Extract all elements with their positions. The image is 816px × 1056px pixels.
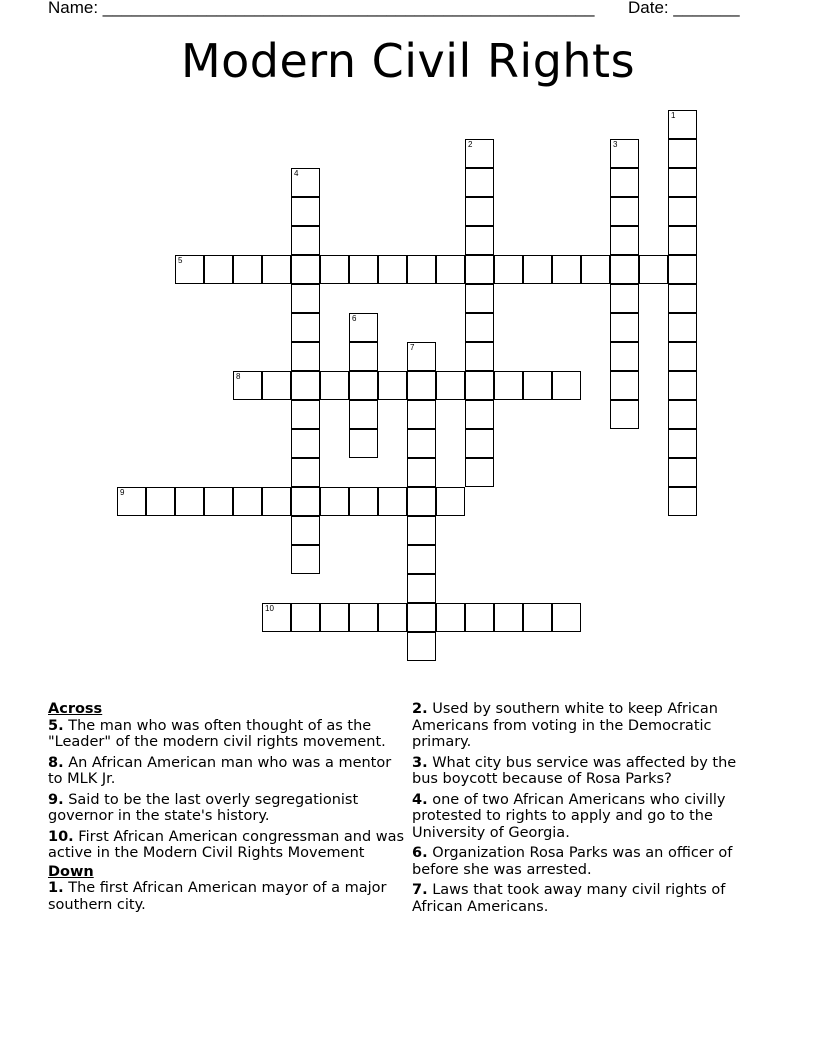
grid-cell[interactable] [523,255,552,284]
grid-cell[interactable] [291,255,320,284]
grid-cell[interactable] [610,342,639,371]
grid-cell[interactable] [291,313,320,342]
grid-cell[interactable] [291,371,320,400]
grid-cell[interactable] [175,255,204,284]
grid-cell[interactable] [465,226,494,255]
grid-cell[interactable] [407,632,436,661]
grid-cell[interactable] [436,255,465,284]
cell-number: 10 [265,604,274,613]
across-heading: Across [48,701,103,717]
grid-cell[interactable] [349,487,378,516]
grid-cell[interactable] [407,545,436,574]
clue-down-7: 7. Laws that took away many civil rights of African Americans. [412,882,726,915]
grid-cell[interactable] [465,255,494,284]
grid-cell[interactable] [349,603,378,632]
grid-cell[interactable] [407,255,436,284]
grid-cell[interactable] [407,516,436,545]
cell-number: 5 [178,256,183,265]
grid-cell[interactable] [378,603,407,632]
grid-cell[interactable] [668,487,697,516]
name-field[interactable]: Name: ____________________________________________________ [48,0,595,17]
grid-cell[interactable] [291,342,320,371]
grid-cell[interactable] [494,255,523,284]
grid-cell[interactable] [349,371,378,400]
grid-cell[interactable] [668,284,697,313]
grid-cell[interactable] [523,371,552,400]
grid-cell[interactable] [291,197,320,226]
grid-cell[interactable] [552,255,581,284]
grid-cell[interactable] [233,371,262,400]
date-field[interactable]: Date: _______ [628,0,740,17]
grid-cell[interactable] [233,255,262,284]
grid-cell[interactable] [668,342,697,371]
grid-cell[interactable] [291,603,320,632]
grid-cell[interactable] [436,487,465,516]
page-title: Modern Civil Rights [180,34,636,88]
grid-cell[interactable] [465,197,494,226]
grid-cell[interactable] [552,603,581,632]
cell-number: 3 [613,140,618,149]
grid-cell[interactable] [610,197,639,226]
grid-cell[interactable] [320,255,349,284]
grid-cell[interactable] [291,429,320,458]
grid-cell[interactable] [610,371,639,400]
grid-cell[interactable] [407,429,436,458]
grid-cell[interactable] [320,603,349,632]
grid-cell[interactable] [349,400,378,429]
grid-cell[interactable] [291,487,320,516]
grid-cell[interactable] [378,487,407,516]
grid-cell[interactable] [494,371,523,400]
grid-cell[interactable] [291,545,320,574]
cell-number: 8 [236,372,241,381]
clues-column-right [412,701,762,919]
cell-number: 7 [410,343,415,352]
grid-cell[interactable] [581,255,610,284]
grid-cell[interactable] [610,139,639,168]
grid-cell[interactable] [610,255,639,284]
clue-across-8: 8. An African American man who was a mentor to MLK Jr. [48,754,392,787]
grid-cell[interactable] [465,429,494,458]
grid-cell[interactable] [291,516,320,545]
grid-cell[interactable] [465,168,494,197]
grid-cell[interactable] [465,603,494,632]
grid-cell[interactable] [291,168,320,197]
grid-cell[interactable] [668,255,697,284]
grid-cell[interactable] [378,371,407,400]
grid-cell[interactable] [552,371,581,400]
grid-cell[interactable] [146,487,175,516]
grid-cell[interactable] [204,487,233,516]
grid-cell[interactable] [465,371,494,400]
grid-cell[interactable] [494,603,523,632]
grid-cell[interactable] [407,458,436,487]
grid-cell[interactable] [349,342,378,371]
cell-number: 1 [671,111,676,120]
grid-cell[interactable] [407,400,436,429]
grid-cell[interactable] [465,400,494,429]
cell-number: 2 [468,140,473,149]
grid-cell[interactable] [610,284,639,313]
grid-cell[interactable] [610,168,639,197]
grid-cell[interactable] [668,400,697,429]
grid-cell[interactable] [262,603,291,632]
grid-cell[interactable] [668,429,697,458]
grid-cell[interactable] [436,603,465,632]
grid-cell[interactable] [407,574,436,603]
grid-cell[interactable] [465,313,494,342]
grid-cell[interactable] [349,255,378,284]
grid-cell[interactable] [668,458,697,487]
grid-cell[interactable] [204,255,233,284]
grid-cell[interactable] [175,487,204,516]
clue-down-3: 3. What city bus service was affected by the bus boycott because of Rosa Parks? [412,754,737,787]
grid-cell[interactable] [349,313,378,342]
grid-cell[interactable] [639,255,668,284]
grid-cell[interactable] [610,400,639,429]
grid-cell[interactable] [407,487,436,516]
grid-cell[interactable] [465,342,494,371]
grid-cell[interactable] [668,226,697,255]
grid-cell[interactable] [668,139,697,168]
grid-cell[interactable] [668,168,697,197]
grid-cell[interactable] [407,371,436,400]
clue-across-9: 9. Said to be the last overly segregationist governor in the state's history. [48,791,359,824]
cell-number: 6 [352,314,357,323]
cell-number: 4 [294,169,299,178]
grid-cell[interactable] [465,458,494,487]
clue-across-5: 5. The man who was often thought of as the "Leader" of the modern civil rights movement. [48,717,386,750]
grid-cell[interactable] [291,226,320,255]
cell-number: 9 [120,488,125,497]
grid-cell[interactable] [668,197,697,226]
clue-across-10: 10. First African American congressman and was active in the Modern Civil Rights Movement [48,828,405,861]
grid-cell[interactable] [349,429,378,458]
grid-cell[interactable] [262,371,291,400]
grid-cell[interactable] [668,313,697,342]
down-heading: Down [48,863,94,880]
grid-cell[interactable] [378,255,407,284]
grid-cell[interactable] [320,371,349,400]
clue-down-6: 6. Organization Rosa Parks was an officer of before she was arrested. [412,845,733,878]
clue-down-4: 4. one of two African Americans who civilly protested to rights to apply and go to the University of Georgia. [412,791,726,841]
grid-cell[interactable] [291,400,320,429]
clue-down-2: 2. Used by southern white to keep African Americans from voting in the Democratic primary. [412,701,718,750]
grid-cell[interactable] [407,342,436,371]
grid-cell[interactable] [668,110,697,139]
clue-down-1: 1. The first African American mayor of a major southern city. [48,880,387,913]
grid-cell[interactable] [523,603,552,632]
grid-cell[interactable] [320,487,349,516]
grid-cell[interactable] [291,458,320,487]
grid-cell[interactable] [117,487,146,516]
grid-cell[interactable] [291,284,320,313]
grid-cell[interactable] [407,603,436,632]
grid-cell[interactable] [668,371,697,400]
grid-cell[interactable] [262,255,291,284]
grid-cell[interactable] [610,226,639,255]
clues-column-left [48,701,408,917]
grid-cell[interactable] [610,313,639,342]
grid-cell[interactable] [262,487,291,516]
grid-cell[interactable] [465,284,494,313]
grid-cell[interactable] [233,487,262,516]
grid-cell[interactable] [465,139,494,168]
grid-cell[interactable] [436,371,465,400]
